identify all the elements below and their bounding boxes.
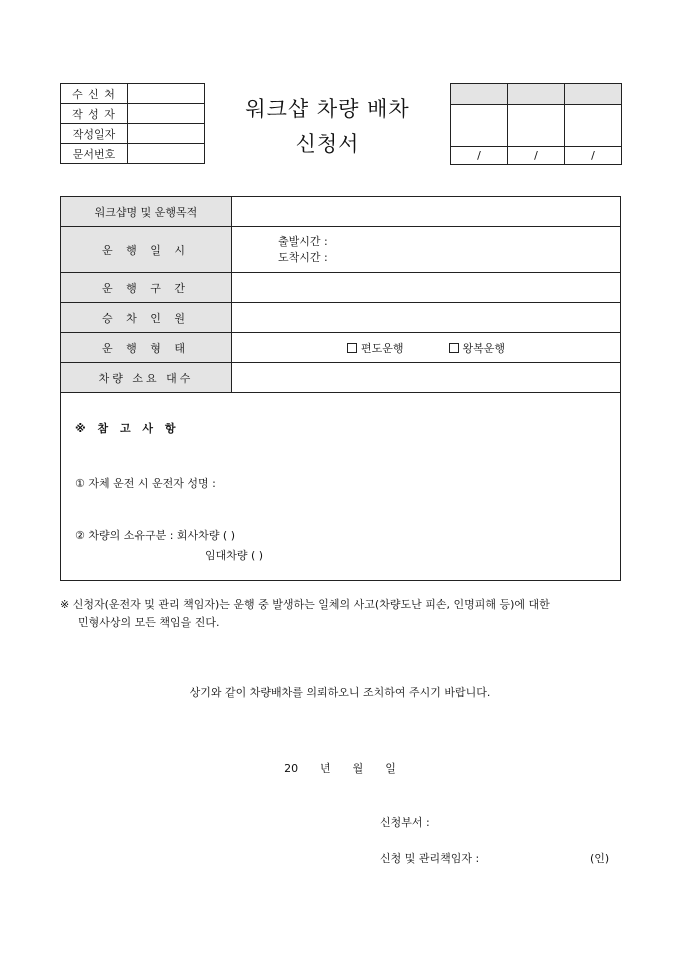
manager-label[interactable]: 신청 및 관리책임자 : [380, 852, 480, 865]
title-line-1: 워크샵 차량 배차 [245, 97, 410, 121]
receiver-field[interactable] [128, 84, 205, 104]
approval-grid [450, 83, 622, 165]
one-way-label: 편도운행 [360, 341, 404, 355]
approval-date-cell-1[interactable]: / [451, 147, 508, 165]
footnote-line-1: ※ 신청자(운전자 및 관리 책임자)는 운행 중 발생하는 일체의 사고(차량도난 피손, 인명피해 등)에 대한 [60, 598, 550, 611]
checkbox-icon [449, 343, 459, 353]
request-statement: 상기와 같이 차량배차를 의뢰하오니 조치하여 주시기 바랍니다. [189, 686, 491, 699]
passengers-label: 승 차 인 원 [61, 303, 232, 333]
document-meta-table [60, 83, 205, 164]
title-line-2: 신청서 [295, 132, 360, 156]
date-field[interactable] [128, 124, 205, 144]
seal-mark: (인) [590, 852, 610, 865]
approval-date-cell-2[interactable]: / [508, 147, 565, 165]
arrival-time-label: 도착시간 : [278, 250, 328, 264]
checkbox-icon [347, 343, 357, 353]
liability-footnote [60, 596, 626, 632]
date-line[interactable]: 20 년 월 일 [284, 762, 396, 775]
operation-type-field [232, 333, 621, 363]
doc-number-label: 문서번호 [61, 144, 128, 164]
departure-time-label: 출발시간 : [278, 234, 328, 248]
approval-sign-cell-1[interactable] [451, 105, 508, 147]
ownership-rental-item[interactable]: 임대차량 ( ) [205, 549, 264, 562]
document-title [215, 92, 440, 162]
vehicle-count-field[interactable] [232, 363, 621, 393]
approval-sign-cell-3[interactable] [565, 105, 622, 147]
passengers-field[interactable] [232, 303, 621, 333]
purpose-label: 워크샵명 및 운행목적 [61, 197, 232, 227]
vehicle-count-label: 차량 소요 대수 [61, 363, 232, 393]
approval-title-cell-1[interactable] [451, 84, 508, 105]
applicant-dept-label[interactable]: 신청부서 : [380, 816, 430, 829]
date-label: 작성일자 [61, 124, 128, 144]
round-trip-checkbox[interactable] [449, 342, 506, 355]
approval-title-cell-3[interactable] [565, 84, 622, 105]
reference-notes [61, 393, 621, 581]
request-form-table [60, 196, 621, 581]
approval-date-cell-3[interactable]: / [565, 147, 622, 165]
operation-type-label: 운 행 형 태 [61, 333, 232, 363]
driver-name-item[interactable]: ① 자체 운전 시 운전자 성명 : [75, 477, 216, 490]
receiver-label: 수 신 처 [61, 84, 128, 104]
footnote-line-2: 민형사상의 모든 책임을 진다. [78, 616, 220, 629]
one-way-checkbox[interactable] [347, 342, 404, 355]
approval-sign-cell-2[interactable] [508, 105, 565, 147]
reference-heading: ※ 참 고 사 항 [75, 422, 180, 435]
schedule-field[interactable] [232, 227, 621, 273]
purpose-field[interactable] [232, 197, 621, 227]
ownership-company-item[interactable]: ② 차량의 소유구분 : 회사차량 ( ) [75, 529, 236, 542]
writer-label: 작 성 자 [61, 104, 128, 124]
approval-title-cell-2[interactable] [508, 84, 565, 105]
round-trip-label: 왕복운행 [462, 341, 506, 355]
route-field[interactable] [232, 273, 621, 303]
route-label: 운 행 구 간 [61, 273, 232, 303]
schedule-label: 운 행 일 시 [61, 227, 232, 273]
doc-number-field[interactable] [128, 144, 205, 164]
writer-field[interactable] [128, 104, 205, 124]
